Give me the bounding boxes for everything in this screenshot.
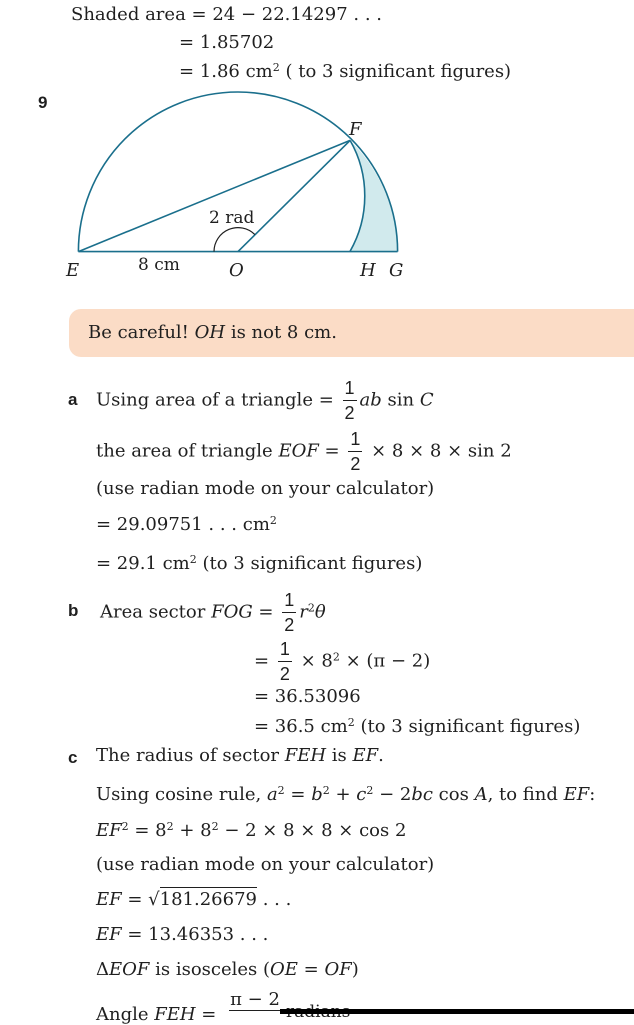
part-c-line5: EF = √181.26679 . . . xyxy=(96,889,292,910)
part-b-line3: = 36.53096 xyxy=(254,686,361,707)
angle-label: 2 rad xyxy=(209,208,255,228)
line-ef xyxy=(78,140,350,251)
part-b-line4: = 36.5 $cm^2$ (to 3 significant figures) xyxy=(254,716,581,737)
part-c-line3: $EF^2 = 8^2 + 8^2 - 2 \times 8 \times 8 \times \cos 2$ xyxy=(96,820,407,841)
shaded-area-result: = 1.86 $cm^2$ ( to 3 significant figures) xyxy=(179,61,512,82)
line-of xyxy=(238,140,350,251)
part-a-line3: (use radian mode on your calculator) xyxy=(96,478,435,499)
shaded-area-line xyxy=(71,6,382,24)
question-number: 9 xyxy=(38,93,48,112)
part-b-line1: Area sector FOG = $\frac{1}{2}$ $r^2\theta$ xyxy=(100,590,326,635)
length-label: 8 cm xyxy=(138,255,180,275)
part-a-line4: = 29.09751 . . . $cm^2$ xyxy=(96,514,277,535)
part-c-line4: (use radian mode on your calculator) xyxy=(96,854,435,875)
part-c-angle-numerator: π − 2 xyxy=(230,989,280,1010)
part-c-line6: EF = 13.46353 . . . xyxy=(96,924,269,945)
point-h-label: H xyxy=(360,260,376,281)
part-c-line2: Using cosine rule, $a^2 = b^2 + c^2 - 2bc$ cos A, to find EF: xyxy=(96,784,596,805)
point-o-label: O xyxy=(229,260,244,281)
page-cut-line xyxy=(280,1009,634,1014)
shaded-area-label: Shaded area xyxy=(71,4,186,25)
part-a-letter: a xyxy=(68,390,78,409)
point-g-label: G xyxy=(389,260,404,281)
shaded-area-step: = 1.85702 xyxy=(179,32,275,53)
angle-arc xyxy=(214,228,255,252)
shaded-area-expression: = 24 − 22.14297 . . . xyxy=(191,4,382,25)
part-a-line2: the area of triangle EOF = $\frac{1}{2}$ × 8 × 8 × sin 2 xyxy=(96,429,512,474)
part-c-line7: ΔEOF is isosceles (OE = OF) xyxy=(96,959,359,980)
point-e-label: E xyxy=(66,260,80,281)
part-a-line1: Using area of a triangle = $\frac{1}{2}$ ab sin C xyxy=(96,378,434,423)
part-b-line2: = $\frac{1}{2}$ × $8^2 \times (\pi - 2)$ xyxy=(254,639,431,684)
part-b-letter: b xyxy=(68,601,79,620)
part-c-letter: c xyxy=(68,748,78,767)
part-a-line5: = 29.1 $cm^2$ (to 3 significant figures) xyxy=(96,553,423,574)
callout-text: Be careful! OH is not 8 cm. xyxy=(88,322,337,343)
part-c-line8: Angle FEH = xyxy=(96,1004,217,1025)
point-f-label: F xyxy=(349,119,362,140)
part-c-line1: The radius of sector FEH is EF. xyxy=(96,745,384,766)
semicircle-diagram xyxy=(0,85,634,285)
